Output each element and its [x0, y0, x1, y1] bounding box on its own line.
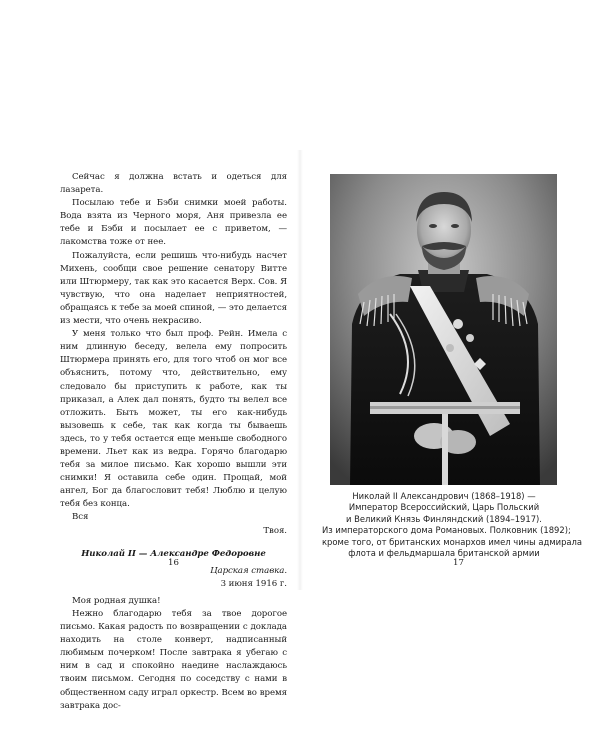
- right-page: [300, 0, 600, 750]
- page-number-left: 16: [168, 558, 179, 568]
- letter-date: 3 июня 1916 г.: [220, 578, 287, 589]
- paragraph-1: Сейчас я должна встать и одеться для лазарета.: [60, 172, 287, 196]
- caption-line-6: флота и фельдмаршала британской армии: [348, 548, 540, 559]
- page-number-right: 17: [453, 558, 464, 568]
- paragraph-4: У меня только что был проф. Рейн. Имела с ним длинную беседу, велела ему попросить Штюрмера принять его, для того чтоб он мог все объяснить, потому что, действительно, ему следовало бы приступить к работе, как ты приказал, а Алек дал понять, будто ты велел все отложить. Быть может, ты его как-нибудь вызовешь к себе, так как когда ты бываешь здесь, то у тебя остается еще меньше свободного времени. Льет как из ведра. Горячо благодарю тебя за милое письмо. Как хорошо вышли эти снимки! Я оставила себе один. Прощай, мой ангел, Бог да благословит тебя! Люблю и целую тебя без конца.: [60, 329, 287, 510]
- closing-vsya: Вся: [72, 512, 89, 523]
- letter-greeting: Моя родная душка!: [72, 595, 161, 606]
- paragraph-3: Пожалуйста, если решишь что-нибудь насчет Михень, сообщи свое решение сенатору Витте или Штюрмеру, так как это касается Верх. Сов. Я чувствую, что она наделает неприятностей, обращаясь к тебе за моей спиной, — это делается из мести, что очень некрасиво.: [60, 250, 287, 327]
- caption-line-1: Николай II Александрович (1868–1918) —: [352, 491, 536, 501]
- letter-heading: Николай II — Александре Федоровне: [81, 548, 266, 559]
- letter-body: Нежно благодарю тебя за твое дорогое письмо. Какая радость по возвращении с доклада находить на столе конверт, надписанный любимым почерком! После завтрака я убегаю с ним в сад и спокойно наедине наслаждаюсь твоим письмом. Сегодня по соседству с нами в общественном саду играл оркестр. Всем во время завтрака дос-: [60, 609, 287, 711]
- caption-line-3: и Великий Князь Финляндский (1894–1917).: [346, 513, 542, 524]
- letter-place: Царская ставка.: [210, 565, 287, 576]
- portrait-caption: [322, 491, 583, 559]
- letter-text-block: [60, 171, 287, 713]
- caption-line-5: кроме того, от британских монархов имел чины адмирала: [322, 536, 583, 547]
- caption-line-4: Из императорского дома Романовых. Полковник (1892);: [322, 525, 571, 536]
- portrait-photo: [330, 174, 557, 485]
- paragraph-2: Посылаю тебе и Бэби снимки моей работы. Вода взята из Черного моря, Аня привезла ее тебе и Бэби и посылает ее с приветом, — лакомства тоже от нее.: [60, 198, 287, 248]
- closing-signoff: Твоя.: [263, 525, 287, 536]
- caption-line-2: Император Всероссийский, Царь Польский: [348, 502, 540, 513]
